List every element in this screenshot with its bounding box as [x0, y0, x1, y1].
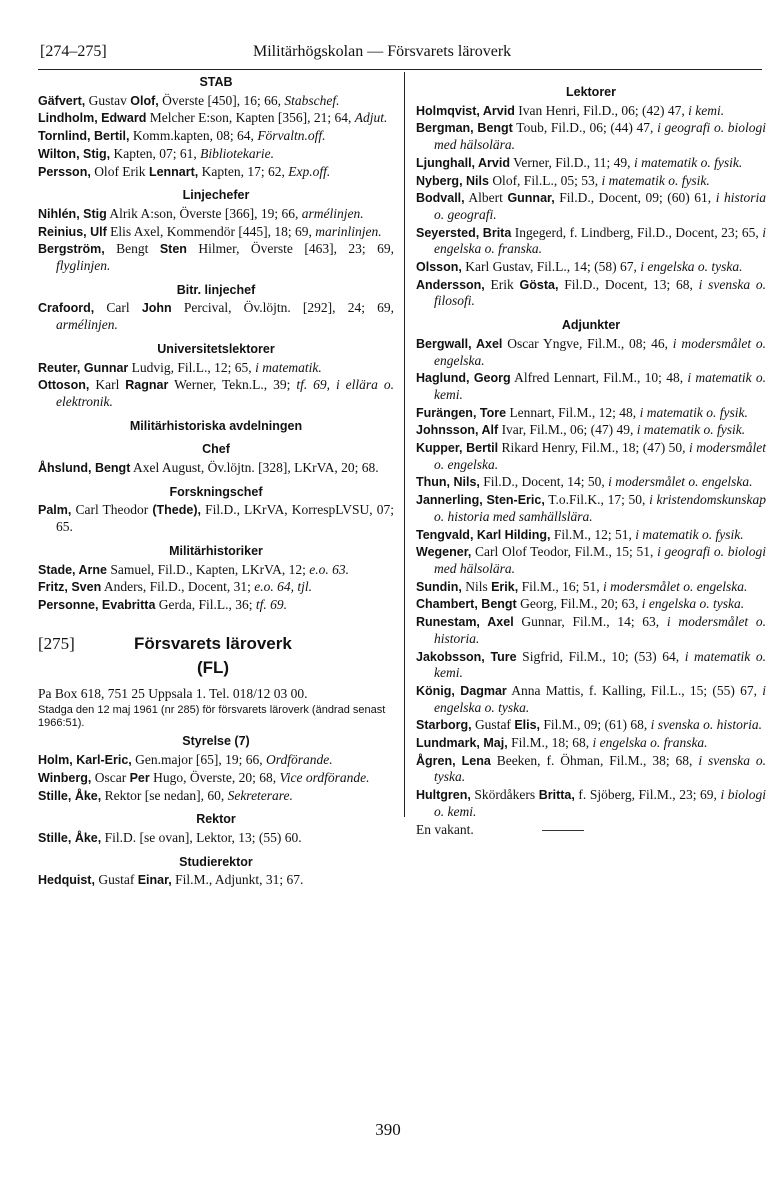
- running-title: Militärhögskolan — Försvarets läroverk: [253, 43, 512, 60]
- person-entry: [416, 190, 766, 223]
- person-role: Exp.off.: [288, 163, 331, 179]
- person-entry: [416, 527, 766, 544]
- person-name: Holm, Karl-Eric,: [38, 753, 132, 768]
- person-role: i matematik o. fysik.: [635, 526, 744, 542]
- person-details-rest: Fil.M., 09; (61) 68,: [540, 717, 651, 733]
- section-heading: Universitetslektorer: [157, 341, 275, 356]
- person-details-rest: Fil.D., Docent, 09; (60) 61,: [554, 190, 716, 206]
- section-heading: Chef: [202, 442, 230, 457]
- person-entry: [416, 173, 766, 190]
- person-name: Holmqvist, Arvid: [416, 103, 515, 118]
- person-entry: [38, 224, 394, 241]
- person-name: Chambert, Bengt: [416, 597, 517, 612]
- person-role: i engelska o. tyska.: [434, 682, 766, 715]
- person-details: Ivar, Fil.M., 06; (47) 49,: [498, 422, 637, 438]
- person-details: Erik: [484, 276, 520, 292]
- person-called-name: Britta,: [538, 788, 575, 803]
- person-details: Gustav: [85, 92, 131, 108]
- person-entry: [416, 787, 766, 820]
- end-rule: [542, 830, 584, 831]
- person-entry: [38, 770, 394, 787]
- person-role: i svenska o. filosofi.: [434, 276, 766, 309]
- person-entry: [38, 872, 394, 889]
- person-entry: [416, 753, 766, 786]
- person-called-name: Olof,: [130, 93, 159, 108]
- person-details-rest: Fil.M., Adjunkt, 31; 67.: [171, 872, 304, 888]
- person-details-rest: Överste [450], 16; 66,: [158, 92, 285, 108]
- right-sections: [416, 84, 766, 821]
- person-name: Furängen, Tore: [416, 405, 507, 420]
- person-role: Stabschef.: [284, 92, 340, 108]
- person-name: Ljunghall, Arvid: [416, 155, 510, 170]
- person-details-rest: Percival, Öv.löjtn. [292], 24; 69,: [171, 300, 394, 316]
- person-details: Gunnar, Fil.M., 14; 63,: [513, 614, 667, 630]
- person-entry: [38, 360, 394, 377]
- person-entry: [416, 614, 766, 647]
- person-details: Anders, Fil.D., Docent, 31;: [101, 579, 255, 595]
- section-heading: Bitr. linjechef: [176, 282, 256, 297]
- person-details: Karl: [89, 377, 126, 393]
- person-entry: [38, 128, 394, 145]
- person-details: Olof, Fil.L., 05; 53,: [488, 172, 602, 188]
- person-name: Crafoord,: [38, 301, 95, 316]
- person-entry: [416, 440, 766, 473]
- page-number: 390: [375, 1120, 401, 1139]
- person-role: Förvaltn.off.: [257, 128, 326, 144]
- person-called-name: Einar,: [137, 873, 172, 888]
- person-details: Ingegerd, f. Lindberg, Fil.D., Docent, 23; 65,: [511, 224, 763, 240]
- header-rule: [38, 69, 762, 70]
- person-name: Stille, Åke,: [38, 788, 102, 803]
- section-heading: Militärhistoriska avdelningen: [129, 418, 303, 433]
- person-name: Stille, Åke,: [38, 830, 102, 845]
- person-details: Anna Mattis, f. Kalling, Fil.L., 15; (55) 67,: [506, 682, 763, 698]
- person-entry: [38, 93, 394, 110]
- person-details-rest: Fil.D., LKrVA, KorrespLVSU, 07; 65.: [56, 502, 394, 535]
- person-entry: [416, 683, 766, 716]
- person-role: tf. 69.: [255, 596, 288, 612]
- section-heading: Lektorer: [565, 85, 617, 99]
- person-entry: [416, 120, 766, 153]
- person-name: Jakobsson, Ture: [416, 649, 517, 664]
- person-role: marinlinjen.: [315, 223, 382, 239]
- person-role: i kemi.: [688, 102, 725, 118]
- section-heading: Forskningschef: [169, 484, 263, 499]
- person-details-rest: Werner, Tekn.L., 39;: [168, 377, 297, 393]
- person-entry: [416, 259, 766, 276]
- section-heading: STAB: [199, 75, 233, 89]
- person-details: Fil.D., Docent, 14; 50,: [479, 474, 609, 490]
- person-entry: [416, 474, 766, 491]
- person-name: Ågren, Lena: [416, 753, 491, 768]
- person-name: Seyersted, Brita: [416, 225, 512, 240]
- person-details: Ludvig, Fil.L., 12; 65,: [128, 359, 256, 375]
- person-name: Runestam, Axel: [416, 615, 514, 630]
- person-called-name: Gösta,: [519, 277, 559, 292]
- statute-note: Stadga den 12 maj 1961 (nr 285) för försvarets läroverk (ändrad senast 1966:51).: [38, 704, 386, 729]
- person-details-rest: Fil.D., Docent, 13; 68,: [558, 276, 699, 292]
- person-name: Thun, Nils,: [416, 475, 480, 490]
- person-role: i engelska o. tyska.: [641, 596, 745, 612]
- person-details: Lennart, Fil.M., 12; 48,: [506, 404, 640, 420]
- person-name: Reuter, Gunnar: [38, 360, 129, 375]
- person-name: Johnsson, Alf: [416, 423, 499, 438]
- person-entry: [416, 544, 766, 577]
- person-details: Kapten, 07; 61,: [110, 145, 201, 161]
- column-divider: [404, 72, 405, 817]
- person-details: Rektor [se nedan], 60,: [101, 787, 228, 803]
- person-details: Toub, Fil.D., 06; (44) 47,: [512, 120, 658, 136]
- person-role: flyglinjen.: [56, 258, 111, 274]
- person-details: Oscar: [91, 769, 130, 785]
- page-ref: [274–275]: [40, 43, 107, 60]
- person-details: Samuel, Fil.D., Kapten, LKrVA, 12;: [107, 561, 310, 577]
- person-role: e.o. 63.: [309, 561, 350, 577]
- person-role: Adjut.: [354, 110, 388, 126]
- person-called-name: Lennart,: [148, 164, 199, 179]
- person-name: Persson,: [38, 164, 91, 179]
- person-name: Bergman, Bengt: [416, 121, 513, 136]
- person-entry: [38, 300, 394, 333]
- person-role: i engelska o. franska.: [592, 735, 708, 751]
- person-role: i matematik o. kemi.: [434, 370, 766, 402]
- person-details: Melcher E:son, Kapten [356], 21; 64,: [146, 110, 355, 126]
- person-entry: [38, 460, 394, 477]
- person-entry: [38, 164, 394, 181]
- person-entry: [416, 596, 766, 613]
- person-entry: [38, 830, 394, 847]
- person-name: Hultgren,: [416, 788, 471, 803]
- person-role: i kristendomskunskap o. historia med samhällslära.: [434, 492, 766, 524]
- person-name: Hedquist,: [38, 873, 95, 888]
- person-entry: [416, 422, 766, 439]
- left-sections: [38, 74, 394, 614]
- person-role: Sekreterare.: [227, 787, 293, 803]
- person-role: e.o. 64, tjl.: [254, 579, 312, 595]
- person-details: Fil.M., 12; 51,: [550, 526, 636, 542]
- person-name: Andersson,: [416, 277, 485, 292]
- person-role: i matematik o. kemi.: [434, 648, 766, 681]
- person-role: i geografi o. biologi med hälsolära.: [434, 544, 766, 576]
- person-entry: [38, 110, 394, 127]
- person-details: Alrik A:son, Överste [366], 19; 66,: [106, 205, 302, 221]
- person-entry: [38, 752, 394, 769]
- person-details: Oscar Yngve, Fil.M., 08; 46,: [502, 335, 673, 351]
- section-subtitle: (FL): [196, 657, 230, 677]
- person-details: Olof Erik: [90, 163, 149, 179]
- person-details-rest: Kapten, 17; 62,: [198, 163, 289, 179]
- section-275-heading: [38, 633, 394, 684]
- person-name: Sundin,: [416, 579, 462, 594]
- person-details: Axel August, Öv.löjtn. [328], LKrVA, 20; 68.: [130, 460, 379, 476]
- person-details: Bengt: [104, 241, 160, 257]
- person-role: armélinjen.: [301, 205, 364, 221]
- person-entry: [38, 241, 394, 274]
- person-details: Carl Olof Teodor, Fil.M., 15; 51,: [471, 544, 658, 560]
- person-name: Bergström,: [38, 242, 105, 257]
- section-heading: Rektor: [196, 812, 236, 827]
- section-heading: Adjunkter: [561, 318, 621, 333]
- person-details: Nils: [461, 578, 492, 594]
- left-column: [38, 74, 394, 890]
- person-entry: [38, 146, 394, 163]
- section-title: Försvarets läroverk: [134, 633, 292, 653]
- section-heading: Militärhistoriker: [169, 543, 263, 558]
- person-details: Skördåkers: [470, 787, 539, 803]
- person-entry: [416, 277, 766, 310]
- section-heading: Studierektor: [179, 854, 253, 869]
- person-entry: [416, 336, 766, 369]
- person-details-rest: Fil.M., 16; 51,: [518, 578, 603, 594]
- vacant-text: En vakant.: [416, 821, 474, 837]
- section-heading: Styrelse (7): [182, 734, 250, 749]
- person-name: Fritz, Sven: [38, 580, 102, 595]
- person-details: Alfred Lennart, Fil.M., 10; 48,: [510, 370, 688, 386]
- person-name: Reinius, Ulf: [38, 224, 107, 239]
- person-entry: [416, 405, 766, 422]
- person-entry: [416, 492, 766, 525]
- person-role: Bibliotekarie.: [200, 145, 274, 161]
- person-role: i historia o. geografi.: [434, 190, 766, 222]
- person-role: i modersmålet o. historia.: [434, 614, 766, 646]
- person-name: Nyberg, Nils: [416, 173, 489, 188]
- person-role: i matematik o. fysik.: [636, 422, 746, 438]
- person-role: i modersmålet o. engelska.: [434, 440, 766, 472]
- person-entry: [38, 377, 394, 410]
- person-name: Lundmark, Maj,: [416, 736, 508, 751]
- person-details: Carl Theodor: [71, 502, 153, 518]
- person-role: i svenska o. tyska.: [434, 752, 767, 785]
- person-name: Tornlind, Bertil,: [38, 129, 130, 144]
- person-called-name: (Thede),: [152, 503, 201, 518]
- person-role: i modersmålet o. engelska.: [434, 335, 766, 368]
- person-role: i matematik o. fysik.: [639, 404, 748, 420]
- person-name: Bergwall, Axel: [416, 336, 503, 351]
- person-name: Wilton, Stig,: [38, 146, 111, 161]
- person-entry: [38, 579, 394, 596]
- person-name: Haglund, Georg: [416, 371, 511, 386]
- person-role: armélinjen.: [56, 317, 118, 333]
- person-role: i modersmålet o. engelska.: [602, 578, 748, 594]
- person-name: Nihlén, Stig: [38, 206, 107, 221]
- person-details: Sigfrid, Fil.M., 10; (53) 64,: [516, 648, 685, 664]
- person-name: Åhslund, Bengt: [38, 461, 131, 476]
- person-name: Gäfvert,: [38, 93, 86, 108]
- person-called-name: John: [141, 301, 172, 316]
- person-name: Jannerling, Sten-Eric,: [416, 493, 545, 508]
- person-entry: [416, 225, 766, 258]
- person-role: Vice ordförande.: [279, 769, 370, 785]
- person-details-rest: Hilmer, Överste [463], 23; 69,: [186, 241, 394, 257]
- person-called-name: Per: [129, 770, 150, 785]
- person-role: i modersmålet o. engelska.: [608, 474, 753, 490]
- person-details: Gerda, Fil.L., 36;: [155, 596, 256, 612]
- person-details: Gen.major [65], 19; 66,: [131, 752, 267, 768]
- person-details: Beeken, f. Öhman, Fil.M., 38; 68,: [490, 752, 699, 768]
- person-entry: [416, 579, 766, 596]
- person-called-name: Elis,: [514, 718, 541, 733]
- section-heading: Linjechefer: [182, 188, 250, 203]
- person-role: i matematik o. fysik.: [601, 172, 710, 188]
- person-entry: [416, 735, 766, 752]
- person-called-name: Ragnar: [125, 378, 169, 393]
- person-details: Elis Axel, Kommendör [445], 18; 69,: [106, 223, 316, 239]
- person-role: i engelska o. tyska.: [640, 259, 743, 275]
- person-name: Palm,: [38, 503, 72, 518]
- person-entry: [416, 717, 766, 734]
- person-details-rest: f. Sjöberg, Fil.M., 23; 69,: [574, 787, 721, 803]
- person-name: Starborg,: [416, 718, 472, 733]
- person-name: Wegener,: [416, 545, 472, 560]
- person-role: i engelska o. franska.: [434, 224, 766, 257]
- person-details: Gustaf: [471, 717, 515, 733]
- person-name: Ottoson,: [38, 378, 90, 393]
- person-details: Rikard Henry, Fil.M., 18; (47) 50,: [498, 440, 690, 456]
- person-details: T.o.Fil.K., 17; 50,: [544, 492, 650, 508]
- person-name: Winberg,: [38, 770, 92, 785]
- person-called-name: Erik,: [491, 579, 519, 594]
- person-entry: [38, 502, 394, 535]
- person-role: Ordförande.: [266, 752, 333, 768]
- person-details: Georg, Fil.M., 20; 63,: [516, 596, 642, 612]
- person-details: Albert: [464, 190, 508, 206]
- person-entry: [416, 649, 766, 682]
- left-sections-2: [38, 733, 394, 889]
- person-name: Bodvall,: [416, 191, 465, 206]
- person-entry: [416, 155, 766, 172]
- person-details: Fil.D. [se ovan], Lektor, 13; (55) 60.: [101, 829, 302, 845]
- right-column: [416, 84, 766, 839]
- person-entry: [416, 103, 766, 120]
- person-details-rest: Hugo, Överste, 20; 68,: [149, 769, 280, 785]
- vacant-line: [416, 822, 766, 839]
- person-details: Gustaf: [94, 872, 138, 888]
- person-role: i matematik o. fysik.: [633, 154, 743, 170]
- person-details: Ivan Henri, Fil.D., 06; (42) 47,: [514, 102, 689, 118]
- person-role: i geografi o. biologi med hälsolära.: [434, 120, 766, 153]
- person-details: Verner, Fil.D., 11; 49,: [509, 154, 634, 170]
- person-name: Tengvald, Karl Hilding,: [416, 527, 551, 542]
- person-details: Carl: [94, 300, 142, 316]
- person-entry: [38, 206, 394, 223]
- person-role: i svenska o. historia.: [650, 717, 763, 733]
- address: Pa Box 618, 751 25 Uppsala 1. Tel. 018/12 03 00.: [38, 685, 308, 701]
- person-name: Personne, Evabritta: [38, 597, 156, 612]
- person-role: tf. 69, i ellära o. elektronik.: [56, 377, 394, 409]
- person-details: Karl Gustav, Fil.L., 14; (58) 67,: [461, 259, 641, 275]
- person-role: i matematik.: [255, 359, 322, 375]
- section-number: [275]: [38, 633, 75, 653]
- person-entry: [38, 597, 394, 614]
- person-role: i biologi o. kemi.: [434, 787, 766, 819]
- person-name: Kupper, Bertil: [416, 441, 499, 456]
- person-name: Lindholm, Edward: [38, 111, 147, 126]
- person-name: Olsson,: [416, 260, 462, 275]
- person-called-name: Sten: [159, 242, 187, 257]
- person-entry: [38, 562, 394, 579]
- person-details: Komm.kapten, 08; 64,: [129, 128, 258, 144]
- person-details: Fil.M., 18; 68,: [507, 735, 593, 751]
- person-name: Stade, Arne: [38, 562, 108, 577]
- person-entry: [38, 788, 394, 805]
- person-entry: [416, 370, 766, 403]
- person-name: König, Dagmar: [416, 683, 507, 698]
- person-called-name: Gunnar,: [507, 191, 555, 206]
